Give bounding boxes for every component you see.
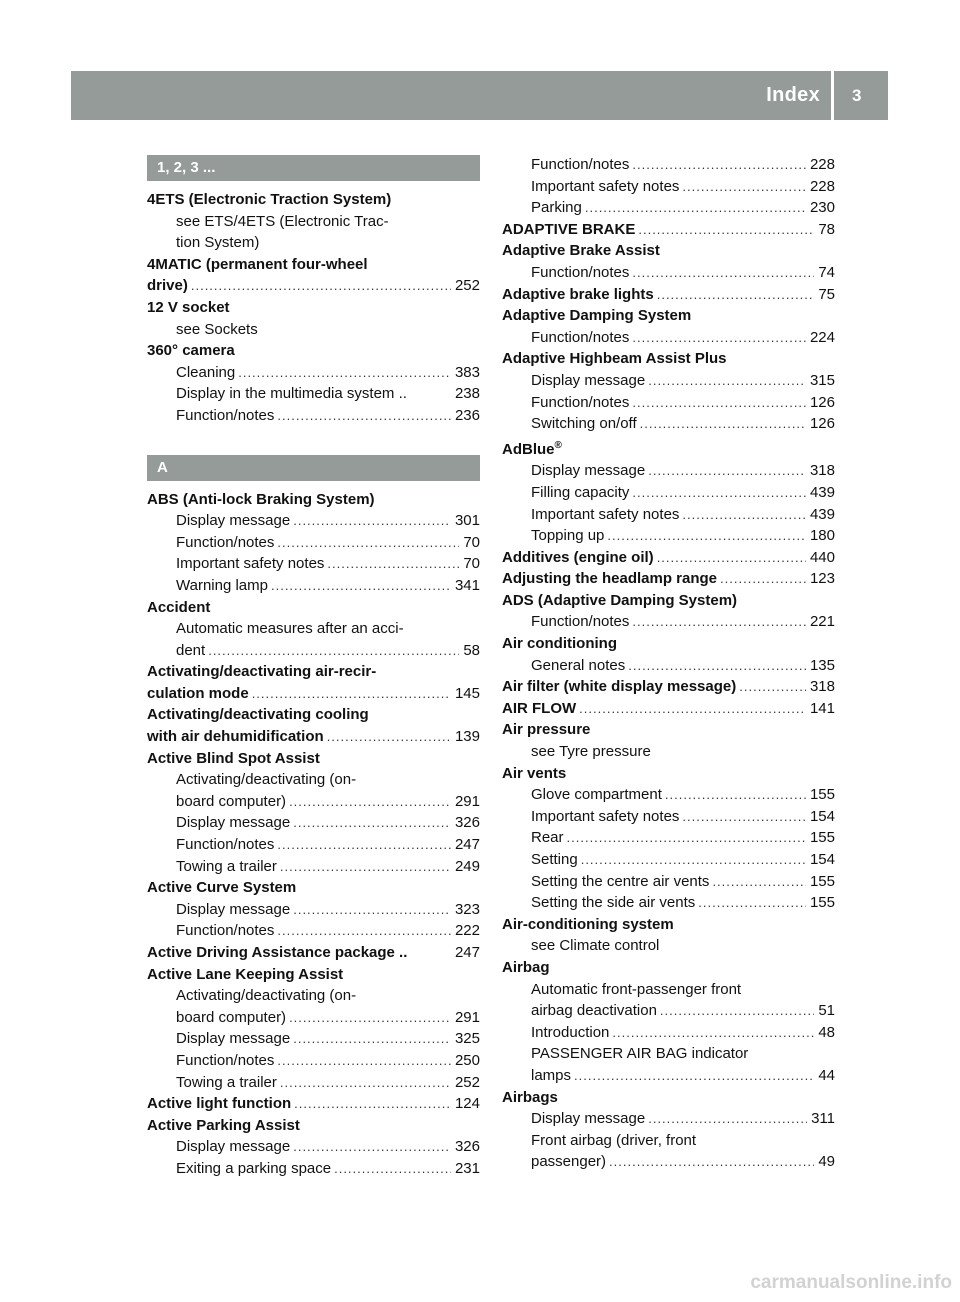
index-entry: Active Blind Spot Assist [147,749,320,767]
index-subentry: Towing a trailer ..... 249 [147,856,480,878]
index-subentry: Function/notes ..... 224 [502,327,835,349]
index-subentry: Function/notes ..... 126 [502,392,835,414]
index-entry: Active Driving Assistance package .. 247 [147,942,480,964]
page-title: Index [766,84,820,106]
index-subentry: Setting the centre air vents ..... 155 [502,871,835,893]
index-entry: Air pressure [502,721,591,739]
page-ref[interactable]: 51 [818,1002,835,1020]
index-entry: Airbag [502,958,550,976]
page-ref[interactable]: 326 [454,814,480,832]
page-ref[interactable]: 78 [818,220,835,238]
page-ref[interactable]: 291 [454,792,480,810]
index-subentry: General notes ..... 135 [502,655,835,677]
index-entry: Activating/deactivating air-recir- [147,663,377,681]
page-ref[interactable]: 318 [809,678,835,696]
index-subentry: Function/notes ..... 228 [502,154,835,176]
index-entry: Active Lane Keeping Assist [147,965,344,983]
page-ref[interactable]: 238 [454,385,480,403]
page-ref[interactable]: 301 [454,512,480,530]
page-ref[interactable]: 252 [454,277,480,295]
index-entry: Airbags [502,1088,558,1106]
page-ref[interactable]: 221 [809,613,835,631]
index-subentry: lamps ..... 44 [502,1065,835,1087]
index-entry: 12 V socket [147,298,230,316]
page-ref[interactable]: 126 [809,393,835,411]
page-ref[interactable]: 247 [454,836,480,854]
page-ref[interactable]: 48 [818,1023,835,1041]
index-subentry: Function/notes ..... 236 [147,405,480,427]
index-column-right [502,154,835,1173]
index-subentry: Cleaning ..... 383 [147,362,480,384]
header-divider [831,71,834,120]
index-subentry: Function/notes ..... 222 [147,920,480,942]
index-subentry: PASSENGER AIR BAG indicator [531,1045,749,1063]
index-subentry: Activating/deactivating (on- [176,987,357,1005]
index-subentry: board computer) ..... 291 [147,1007,480,1029]
section-header-numbers: 1, 2, 3 ... [147,155,480,181]
index-subentry: tion System) [176,234,260,252]
index-subentry: Warning lamp ..... 341 [147,575,480,597]
page-ref[interactable]: 440 [809,548,835,566]
index-subentry: see Tyre pressure [531,743,651,761]
index-entry: Air-conditioning system [502,915,674,933]
index-subentry: Introduction ..... 48 [502,1022,835,1044]
index-column-left [147,155,480,1180]
index-subentry: Setting the side air vents ..... 155 [502,892,835,914]
index-subentry: passenger) ..... 49 [502,1151,835,1173]
page-ref[interactable]: 126 [809,415,835,433]
page-ref[interactable]: 326 [454,1138,480,1156]
index-subentry: Switching on/off ..... 126 [502,413,835,435]
index-entry: 360° camera [147,342,235,360]
index-subentry: Function/notes ..... 74 [502,262,835,284]
index-subentry: Display message ..... 311 [502,1108,835,1130]
index-entry: Additives (engine oil) ..... 440 [502,547,835,569]
page-ref[interactable]: 124 [454,1095,480,1113]
page-ref[interactable]: 291 [454,1008,480,1026]
index-subentry: Display in the multimedia system .. 238 [147,383,480,405]
page-ref[interactable]: 311 [811,1110,835,1128]
page-ref[interactable]: 222 [454,922,480,940]
index-entry: Adaptive Damping System [502,307,692,325]
index-entry: culation mode ..... 145 [147,683,480,705]
page-ref[interactable]: 439 [809,483,835,501]
index-entry: Adaptive Highbeam Assist Plus [502,350,727,368]
page-ref[interactable]: 49 [818,1153,835,1171]
index-subentry: Activating/deactivating (on- [176,771,357,789]
page-ref[interactable]: 180 [809,527,835,545]
page-ref[interactable]: 139 [454,728,480,746]
index-subentry: Setting ..... 154 [502,849,835,871]
page-ref[interactable]: 70 [463,555,480,573]
index-subentry: Filling capacity ..... 439 [502,482,835,504]
page-ref[interactable]: 141 [809,699,835,717]
page-ref[interactable]: 323 [454,900,480,918]
page-ref[interactable]: 155 [809,829,835,847]
index-subentry: Rear ..... 155 [502,827,835,849]
index-entry: ADAPTIVE BRAKE ..... 78 [502,219,835,241]
section-header-a: A [147,455,480,481]
index-entry: 4MATIC (permanent four-wheel [147,255,368,273]
page-ref[interactable]: 154 [809,851,835,868]
page-ref[interactable]: 154 [809,807,835,825]
page-number: 3 [852,86,862,105]
index-subentry: Towing a trailer ..... 252 [147,1072,480,1094]
index-subentry: Important safety notes ..... 228 [502,176,835,198]
page-ref[interactable]: 249 [454,857,480,875]
page-ref[interactable]: 58 [463,641,480,659]
index-subentry: Function/notes ..... 70 [147,532,480,554]
page-ref[interactable]: 252 [454,1073,480,1091]
page-ref[interactable]: 439 [809,505,835,523]
index-subentry: Display message ..... 323 [147,899,480,921]
page-ref[interactable]: 155 [809,872,835,890]
index-entry: Adaptive Brake Assist [502,242,660,260]
index-entry: Adaptive brake lights ..... 75 [502,284,835,306]
watermark-text: carmanualsonline.info [750,1272,952,1293]
page-ref[interactable]: 224 [809,328,835,346]
index-entry: Accident [147,598,211,616]
index-subentry: Display message ..... 326 [147,812,480,834]
index-subentry: board computer) ..... 291 [147,791,480,813]
index-entry: AIR FLOW ..... 141 [502,698,835,720]
index-subentry: Important safety notes ..... 154 [502,806,835,828]
page-ref[interactable]: 341 [454,576,480,594]
index-entry: Active light function ..... 124 [147,1093,480,1115]
index-subentry: Function/notes ..... 250 [147,1050,480,1072]
index-subentry: Automatic measures after an acci- [176,620,404,638]
page-ref[interactable]: 230 [809,199,835,217]
page-ref[interactable]: 228 [809,177,835,195]
page-ref[interactable]: 325 [454,1030,480,1048]
page-ref[interactable]: 315 [809,371,835,389]
index-entry: 4ETS (Electronic Traction System) [147,191,392,208]
index-subentry: see Climate control [531,937,660,955]
index-entry: Air vents [502,764,567,782]
page-ref[interactable]: 44 [818,1066,835,1084]
index-subentry: Exiting a parking space ..... 231 [147,1158,480,1180]
index-subentry: see ETS/4ETS (Electronic Trac- [176,212,389,230]
index-subentry: Display message ..... 315 [502,370,835,392]
page-ref[interactable]: 74 [818,263,835,281]
index-entry: AdBlue® [502,439,562,458]
index-subentry: Function/notes ..... 247 [147,834,480,856]
page-ref[interactable]: 250 [454,1051,480,1069]
index-subentry: Display message ..... 325 [147,1028,480,1050]
page-ref[interactable]: 318 [809,462,835,480]
index-subentry: Display message ..... 326 [147,1136,480,1158]
index-subentry: Function/notes ..... 221 [502,611,835,633]
index-entry: Adjusting the headlamp range ..... 123 [502,568,835,590]
index-subentry: Topping up ..... 180 [502,525,835,547]
page-ref[interactable]: 145 [454,684,480,702]
page-ref[interactable]: 247 [454,944,480,961]
page-ref[interactable]: 135 [809,656,835,674]
index-subentry: Display message ..... 301 [147,510,480,532]
page-ref[interactable]: 155 [809,894,835,912]
index-entry: drive) ..... 252 [147,275,480,297]
page-ref[interactable]: 228 [809,156,835,173]
index-subentry: dent ..... 58 [147,640,480,662]
index-subentry: Important safety notes ..... 70 [147,553,480,575]
index-entry: Air filter (white display message) ..... 318 [502,676,835,698]
index-entry: ADS (Adaptive Damping System) [502,591,738,609]
index-subentry: Front airbag (driver, front [531,1131,697,1149]
page-ref[interactable]: 231 [454,1159,480,1177]
page-ref[interactable]: 236 [454,406,480,424]
page-ref[interactable]: 70 [463,533,480,551]
page-ref[interactable]: 383 [454,363,480,381]
index-entry: Active Curve System [147,879,297,897]
page-ref[interactable]: 123 [809,570,835,588]
index-subentry: Display message ..... 318 [502,460,835,482]
index-subentry: airbag deactivation ..... 51 [502,1000,835,1022]
index-entry: Activating/deactivating cooling [147,706,369,724]
index-entry: ABS (Anti-lock Braking System) [147,490,375,508]
page-ref[interactable]: 155 [809,786,835,804]
index-subentry: Automatic front-passenger front [531,980,742,998]
index-entry: Air conditioning [502,635,617,653]
index-subentry: Parking ..... 230 [502,197,835,219]
index-subentry: see Sockets [176,320,258,338]
page-ref[interactable]: 75 [818,285,835,303]
index-entry: with air dehumidification ..... 139 [147,726,480,748]
index-subentry: Glove compartment ..... 155 [502,784,835,806]
index-subentry: Important safety notes ..... 439 [502,504,835,526]
index-entry: Active Parking Assist [147,1116,300,1134]
